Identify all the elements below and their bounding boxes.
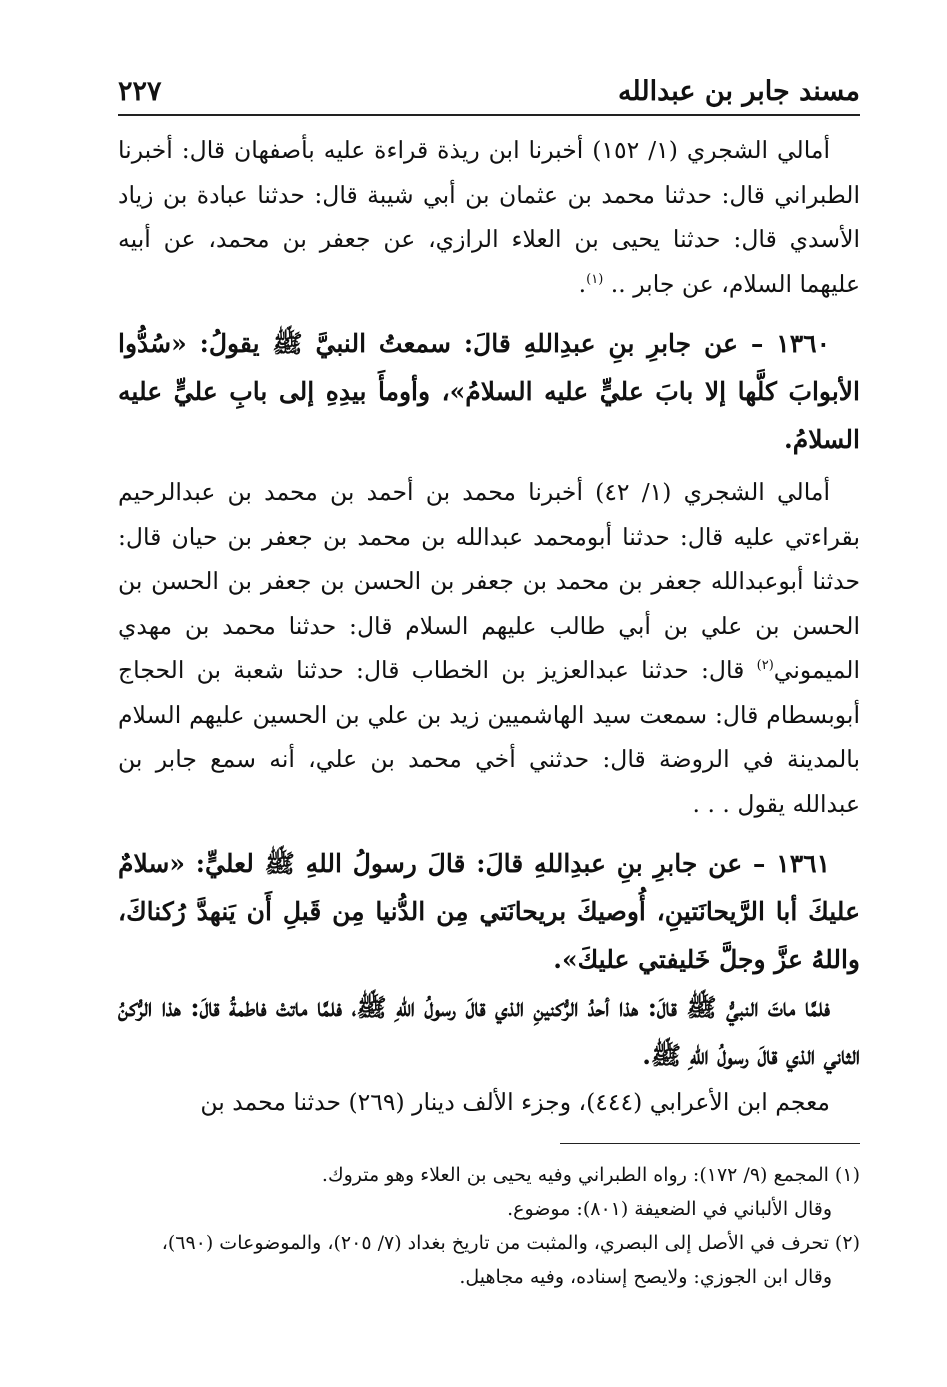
paragraph-text: أمالي الشجري (١/ ٤٢) أخبرنا محمد بن أحمد بن محمد بن عبدالرحيم بقراءتي عليه قال: حدثنا أبومحمد عبدالله بن محمد بن جعفر بن حيان قال: حدثنا أبوعبدالله جعفر بن محمد بن جعفر بن الحسن بن جعفر بن الحسن بن الحسن بن علي بن أبي طالب عليهم السلام قال: حدثنا محمد بن مهدي الميموني <box>118 478 860 684</box>
paragraph-text: قال: حدثنا عبدالعزيز بن الخطاب قال: حدثنا شعبة بن الحجاج أبوبسطام قال: سمعت سيد الهاشميين زيد بن علي بن الحسين عليهم السلام بالمدينة في الروضة قال: حدثني أخي محمد بن علي، أنه سمع جابر بن عبدالله يقول . . . <box>118 656 860 818</box>
source-paragraph: معجم ابن الأعرابي (٤٤٤)، وجزء الألف دينار (٢٦٩) حدثنا محمد بن <box>200 1088 830 1116</box>
footnote-2-continuation: وقال ابن الجوزي: ولايصح إسناده، وفيه مجاهيل. <box>459 1265 832 1288</box>
source-paragraph <box>118 470 860 826</box>
hadith-1360: ١٣٦٠ – عن جابرِ بنِ عبدِاللهِ قالَ: سمعتُ النبيَّ ﷺ يقولُ: «سُدُّوا الأبوابَ كلَّها إلا بابَ عليٍّ عليه السلامُ»، وأومأَ بيدِهِ إلى بابِ عليٍّ عليه السلامُ. <box>118 329 860 454</box>
page-number: ٢٢٧ <box>118 76 162 107</box>
hadith-1361: ١٣٦١ – عن جابرِ بنِ عبدِاللهِ قالَ: قالَ رسولُ اللهِ ﷺ لعليٍّ: «سلامٌ عليكَ أبا الرَّيحانَتينِ، أُوصيكَ بريحانَتي مِن الدُّنيا مِن قَبلِ أَن يَنهدَّ رُكناكَ، واللهُ عزَّ وجلَّ خَليفتي عليكَ». <box>118 849 860 974</box>
body-text <box>118 128 860 1125</box>
footnote-1-continuation: وقال الألباني في الضعيفة (٨٠١): موضوع. <box>507 1197 832 1220</box>
footnote-marker: (١) <box>586 271 604 287</box>
book-page <box>118 70 860 1294</box>
footnote-marker: (٢) <box>756 658 774 674</box>
source-paragraph: أمالي الشجري (١/ ١٥٢) أخبرنا ابن ريذة قراءة عليه بأصفهان قال: أخبرنا الطبراني قال: حدثنا محمد بن عثمان بن أبي شيبة قال: حدثنا عبادة بن زياد الأسدي قال: حدثنا يحيى بن العلاء الرازي، عن جعفر بن محمد، عن أبيه عليهما السلام، عن جابر .. $^{(١)}$. <box>118 136 860 298</box>
paragraph-text: أمالي الشجري (١/ ١٥٢) أخبرنا ابن ريذة قراءة عليه بأصفهان قال: أخبرنا الطبراني قال: حدثنا محمد بن عثمان بن أبي شيبة قال: حدثنا عبادة بن زياد الأسدي قال: حدثنا يحيى بن العلاء الرازي، عن جعفر بن محمد، عن أبيه عليهما السلام، عن جابر .. <box>118 136 860 298</box>
footnote-divider <box>560 1143 860 1144</box>
running-header <box>118 70 860 116</box>
hadith-continuation: فلمَّا ماتَ النبيُّ ﷺ قالَ: هذا أحدُ الرُّكنينِ الذي قالَ رسولُ اللهِ ﷺ، فلمَّا ماتتْ فاطمةُ قالَ: هذا الرُّكنُ الثاني الذي قالَ رسولُ اللهِ ﷺ. <box>118 993 860 1070</box>
footnote-2: (٢) تحرف في الأصل إلى البصري، والمثبت من تاريخ بغداد (٧/ ٢٠٥)، والموضوعات (٦٩٠)، <box>161 1231 860 1254</box>
footnote-1: (١) المجمع (٩/ ١٧٢): رواه الطبراني وفيه يحيى بن العلاء وهو متروك. <box>321 1163 860 1186</box>
header-title: مسند جابر بن عبدالله <box>617 76 860 107</box>
footnotes <box>118 1158 860 1294</box>
